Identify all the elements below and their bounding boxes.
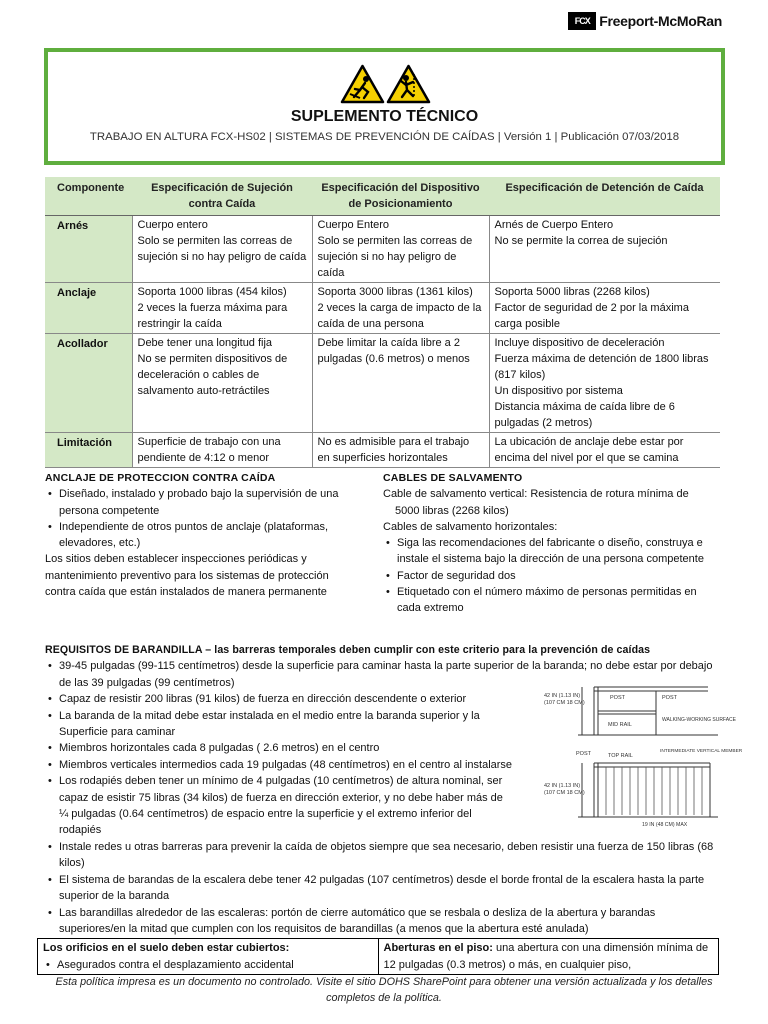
- vertical-lifeline: Cable de salvamento vertical: Resistencia de rotura mínima de: [383, 488, 689, 501]
- list-item: • La baranda de la mitad debe estar instalada en el medio entre la baranda superior y la Superficie para caminar: [45, 708, 515, 741]
- page-subtitle: TRABAJO EN ALTURA FCX-HS02 | SISTEMAS DE PREVENCIÓN DE CAÍDAS | Versión 1 | Publicación 07/03/2018: [89, 131, 680, 143]
- list-item: • Capaz de resistir 200 libras (91 kilos) de fuerza en dirección descendente o exterior: [45, 691, 515, 707]
- list-item: • El sistema de barandas de la escalera debe tener 42 pulgadas (107 centímetros) desde el borde frontal de la escalera hasta la parte superior de la baranda: [45, 872, 723, 905]
- company-name: Freeport-McMoRan: [599, 13, 722, 29]
- table-row: [45, 283, 720, 334]
- lifelines-section: [383, 470, 713, 617]
- warning-icons: [340, 64, 431, 104]
- list-item: • 39-45 pulgadas (99-115 centímetros) desde la superficie para caminar hasta la parte superior de la baranda; no debe estar por debajo de las 39 pulgadas (99 centímetros): [45, 658, 723, 691]
- table-header: Especificación de Sujeción contra Caída: [132, 177, 312, 216]
- table-cell: No es admisible para el trabajo en superficies horizontales: [312, 433, 489, 468]
- horizontal-lifeline-label: Cables de salvamento horizontales:: [383, 520, 558, 533]
- fcx-logo-mark: FCX: [568, 12, 596, 30]
- table-header: Especificación del Dispositivo de Posicionamiento: [312, 177, 489, 216]
- surface-label: WALKING-WORKING SURFACE: [662, 717, 736, 723]
- intermediate-member-label: INTERMEDIATE VERTICAL MEMBER: [660, 749, 743, 754]
- table-row: [45, 433, 720, 468]
- list-item: • Diseñado, instalado y probado bajo la supervisión de una persona competente: [45, 486, 355, 519]
- table-cell: Cuerpo entero Solo se permiten las correas de sujeción si no hay peligro de caída: [132, 216, 312, 283]
- post-label: POST: [662, 695, 677, 701]
- component-name: Limitación: [45, 433, 132, 468]
- header-box: [44, 48, 725, 165]
- floor-openings-cell: [378, 939, 719, 975]
- table-cell: Cuerpo Entero Solo se permiten las correas de sujeción si no hay peligro de caída: [312, 216, 489, 283]
- height-label: (107 CM 18 CM): [544, 790, 585, 796]
- list-item: • Miembros verticales intermedios cada 19 pulgadas (48 centímetros) en el centro al instalarse: [45, 757, 515, 773]
- fall-hazard-warning-icon: [340, 64, 385, 104]
- lifelines-list: [383, 535, 713, 616]
- guardrail-diagram: [538, 683, 736, 739]
- post-label: POST: [610, 695, 625, 701]
- table-row: [38, 939, 719, 975]
- top-rail-label: TOP RAIL: [608, 753, 633, 759]
- table-cell: Superficie de trabajo con una pendiente de 4:12 o menor: [132, 433, 312, 468]
- list-item: • Los rodapiés deben tener un mínimo de 4 pulgadas (10 centímetros) de altura nominal, ser capaz de esistir 75 libras (34 kilos) de fuerza en dirección exterior, y no debe haber más de ¼ pulgadas (0.64 centímetros) de espacio entre la superficie y el extremo inferior del rodapiés: [45, 773, 515, 839]
- table-row: [45, 334, 720, 433]
- table-cell: Debe tener una longitud fija No se permiten dispositivos de deceleración o cables de salvamento auto-retráctiles: [132, 334, 312, 433]
- list-item: • Factor de seguridad dos: [383, 568, 713, 584]
- mid-rail-label: MID RAIL: [608, 722, 632, 728]
- table-cell: Soporta 5000 libras (2268 kilos) Factor de seguridad de 2 por la máxima carga posible: [489, 283, 720, 334]
- anchorage-section: [45, 470, 355, 600]
- openings-table: [37, 938, 719, 975]
- component-name: Arnés: [45, 216, 132, 283]
- railings-title: REQUISITOS DE BARANDILLA – las barreras temporales deben cumplir con este criterio para la prevención de caídas: [45, 644, 651, 656]
- lifelines-title: CABLES DE SALVAMENTO: [383, 472, 523, 484]
- table-cell: Arnés de Cuerpo Entero No se permite la correa de sujeción: [489, 216, 720, 283]
- table-header: Especificación de Detención de Caída: [489, 177, 720, 216]
- list-item: • Asegurados contra el desplazamiento accidental: [43, 957, 373, 974]
- component-name: Anclaje: [45, 283, 132, 334]
- floor-holes-cell: [38, 939, 379, 975]
- height-label: 42 IN (1.13 IN): [544, 693, 581, 699]
- list-item: • Miembros horizontales cada 8 pulgadas ( 2.6 metros) en el centro: [45, 740, 515, 756]
- fall-hazard-warning-icon: [386, 64, 431, 104]
- guardrail-vertical-members-diagram: [538, 745, 743, 830]
- list-item: • Independiente de otros puntos de anclaje (plataformas, elevadores, etc.): [45, 519, 355, 552]
- page-title: SUPLEMENTO TÉCNICO: [290, 108, 479, 125]
- table-cell: Soporta 1000 libras (454 kilos) 2 veces la fuerza máxima para restringir la caída: [132, 283, 312, 334]
- anchorage-text: Los sitios deben establecer inspecciones periódicas y mantenimiento preventivo para los sistemas de protección contra caída que están instalados de manera permanente: [45, 553, 329, 599]
- floor-openings-text: una abertura con una dimensión mínima de 12 pulgadas (0.3 metros) o más, en cualquier piso,: [383, 942, 709, 971]
- spacing-label: 19 IN (48 CM) MAX: [642, 822, 688, 828]
- list-item: • Instale redes u otras barreras para prevenir la caída de objetos siempre que sea necesario, deben resistir una fuerza de 150 libras (68 kilos): [45, 839, 723, 872]
- vertical-lifeline-value: 5000 libras (2268 kilos): [395, 504, 509, 517]
- table-header: Componente: [45, 177, 132, 216]
- table-cell: Debe limitar la caída libre a 2 pulgadas (0.6 metros) o menos: [312, 334, 489, 433]
- footer-note: Esta política impresa es un documento no controlado. Visite el sitio DOHS SharePoint para obtener una versión actualizada y los detalles completos de la política.: [55, 976, 713, 1004]
- list-item: • Las barandillas alrededor de las escaleras: portón de cierre automático que se resbala o desliza de la abertura y barandas superiores/en la mitad que cumplen con los requisitos de barandillas (a menos que la abertura esté anulada): [45, 905, 723, 938]
- floor-openings-label: Aberturas en el piso:: [383, 942, 493, 954]
- height-label: (107 CM 18 CM): [544, 700, 585, 706]
- height-label: 42 IN (1.13 IN): [544, 783, 581, 789]
- anchorage-title: ANCLAJE DE PROTECCION CONTRA CAÍDA: [45, 472, 276, 484]
- anchorage-list: [45, 486, 355, 551]
- table-cell: Incluye dispositivo de deceleración Fuerza máxima de detención de 1800 libras (817 kilos) Un dispositivo por sistema Distancia máxima de caída libre de 6 pulgadas (2 metros): [489, 334, 720, 433]
- list-item: • Etiquetado con el número máximo de personas permitidas en cada extremo: [383, 584, 713, 617]
- floor-holes-title: Los orificios en el suelo deben estar cubiertos:: [43, 942, 290, 954]
- table-header-row: [45, 177, 720, 216]
- post-label: POST: [576, 751, 591, 757]
- list-item: • Siga las recomendaciones del fabricante o diseño, construya e instale el sistema bajo la dirección de una persona competente: [383, 535, 713, 568]
- table-row: [45, 216, 720, 283]
- spec-table: [45, 177, 720, 468]
- table-cell: La ubicación de anclaje debe estar por encima del nivel por el que se camina: [489, 433, 720, 468]
- company-logo: [568, 12, 722, 30]
- component-name: Acollador: [45, 334, 132, 433]
- table-cell: Soporta 3000 libras (1361 kilos) 2 veces la carga de impacto de la caída de una persona: [312, 283, 489, 334]
- floor-holes-list: [43, 957, 373, 974]
